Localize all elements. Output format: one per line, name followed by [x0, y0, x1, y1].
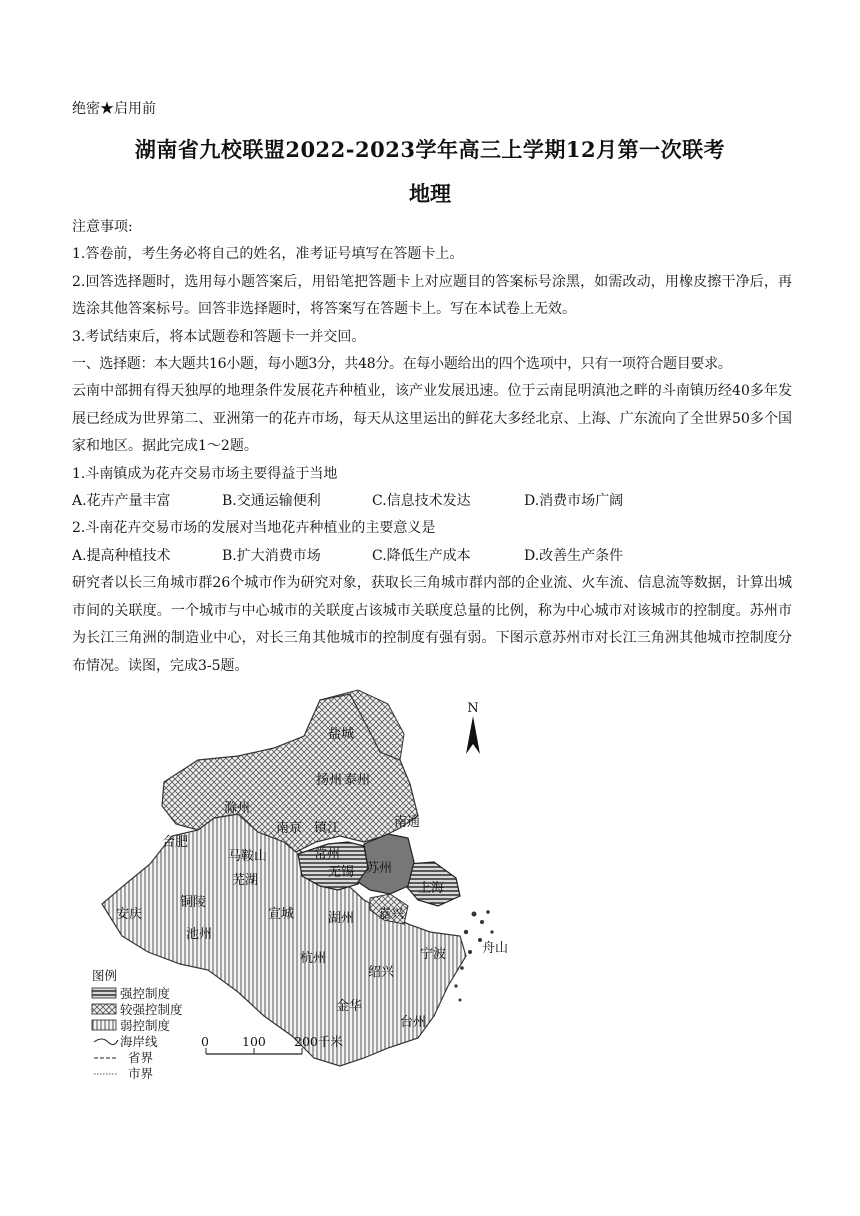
legend-swatch-weak	[92, 1020, 116, 1030]
legend-swatch-medium	[92, 1004, 116, 1014]
question-2-options	[72, 543, 792, 570]
city-label: 绍兴	[368, 965, 395, 980]
city-label: 宣城	[268, 907, 295, 922]
legend-item: 较强控制度	[120, 1002, 183, 1017]
city-label: 泰州	[344, 773, 371, 788]
section-heading: 一、选择题：本大题共16小题，每小题3分，共48分。在每小题给出的四个选项中，只有一项符合题目要求。	[72, 356, 732, 373]
legend-swatch-strong	[92, 988, 116, 998]
city-label: 铜陵	[180, 895, 207, 910]
legend-item: 省界	[128, 1050, 154, 1065]
exam-body	[72, 214, 792, 680]
scale-label: 100	[242, 1034, 266, 1049]
scale-label: 200千米	[294, 1034, 343, 1049]
legend-item: 强控制度	[120, 986, 171, 1001]
control-degree-map	[88, 686, 520, 1090]
subject-title: 地理	[409, 181, 451, 206]
city-label: 常州	[314, 847, 341, 862]
option-a: A.花卉产量丰富	[72, 493, 171, 510]
north-arrow-icon	[466, 701, 480, 754]
option-c: C.信息技术发达	[372, 493, 471, 510]
question-1-options	[72, 488, 792, 515]
legend-item: 弱控制度	[120, 1018, 171, 1033]
question-2-stem: 2.斗南花卉交易市场的发展对当地花卉种植业的主要意义是	[72, 520, 436, 537]
city-label: 上海	[418, 881, 445, 896]
city-label: 湖州	[328, 911, 355, 926]
legend-item: 海岸线	[120, 1034, 158, 1049]
secret-label: 绝密★启用前	[72, 101, 156, 117]
city-label: 杭州	[300, 951, 327, 966]
city-label: 合肥	[162, 835, 189, 850]
notice-heading: 注意事项:	[72, 219, 133, 235]
city-label: 舟山	[482, 941, 509, 956]
legend-coastline	[94, 1039, 118, 1045]
city-label: 南京	[276, 821, 303, 836]
north-label: N	[467, 701, 479, 716]
legend-item: 市界	[128, 1066, 154, 1081]
city-label: 宁波	[420, 947, 447, 962]
city-label: 台州	[400, 1015, 427, 1030]
page-title: 湖南省九校联盟2022-2023学年高三上学期12月第一次联考	[134, 137, 726, 162]
city-label: 南通	[394, 815, 421, 830]
city-label: 滁州	[224, 801, 251, 816]
city-label: 金华	[336, 999, 363, 1014]
option-c: C.降低生产成本	[372, 547, 471, 564]
city-label: 无锡	[328, 865, 355, 880]
city-label: 嘉兴	[378, 907, 405, 922]
city-label: 苏州	[366, 861, 393, 876]
option-d: D.消费市场广阔	[524, 493, 624, 510]
city-label: 池州	[186, 927, 213, 942]
question-1-stem: 1.斗南镇成为花卉交易市场主要得益于当地	[72, 465, 338, 482]
scale-label: 0	[201, 1034, 209, 1049]
passage-1: 云南中部拥有得天独厚的地理条件发展花卉种植业，该产业发展迅速。位于云南昆明滇池之畔的斗南镇历经40多年发展已经成为世界第二、亚洲第一的花卉市场，每天从这里运出的鲜花大多经北京、上海、广东流向了全世界50多个国家和地区。据此完成1～2题。	[72, 383, 792, 455]
notice-item: 3.考试结束后，将本试题卷和答题卡一并交回。	[72, 328, 366, 345]
legend-title: 图例	[92, 968, 118, 983]
option-b: B.交通运输便利	[222, 493, 321, 510]
city-label: 镇江	[314, 821, 341, 836]
passage-2: 研究者以长三角城市群26个城市作为研究对象，获取长三角城市群内部的企业流、火车流、信息流等数据，计算出城市间的关联度。一个城市与中心城市的关联度占该城市关联度总量的比例，称为中心城市对该城市的控制度。苏州市为长江三角洲的制造业中心，对长三角其他城市的控制度有强有弱。下图示意苏州市对长江三角洲其他城市控制度分布情况。读图，完成3-5题。	[72, 575, 792, 674]
city-label: 马鞍山	[228, 849, 268, 864]
option-a: A.提高种植技术	[72, 547, 171, 564]
city-label: 扬州	[316, 773, 343, 788]
notice-item: 1.答卷前，考生务必将自己的姓名，准考证号填写在答题卡上。	[72, 246, 464, 263]
city-label: 安庆	[116, 907, 143, 922]
option-b: B.扩大消费市场	[222, 547, 321, 564]
city-label: 芜湖	[232, 873, 259, 888]
option-d: D.改善生产条件	[524, 547, 624, 564]
map-legend	[92, 968, 183, 1081]
city-label: 盐城	[328, 727, 355, 742]
notice-item: 2.回答选择题时，选用每小题答案后，用铅笔把答题卡上对应题目的答案标号涂黑，如需改动，用橡皮擦干净后，再选涂其他答案标号。回答非选择题时，将答案写在答题卡上。写在本试卷上无效。	[72, 273, 792, 318]
